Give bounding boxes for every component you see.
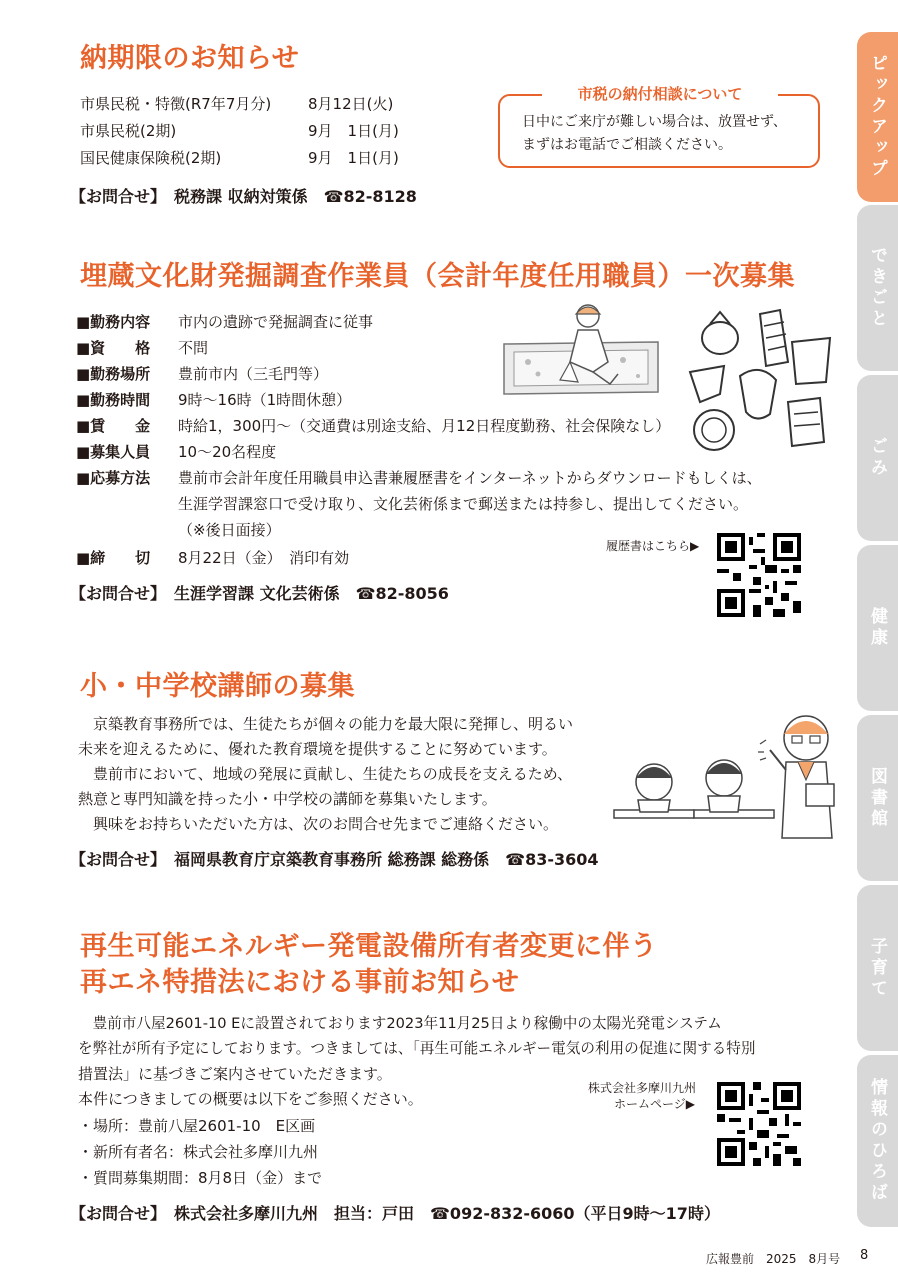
list-item: ・質問募集期間：8月8日（金）まで [78,1169,323,1187]
body-text: を弊社が所有予定にしております。つきましては、「再生可能エネルギー電気の利用の促進に関する特別 [78,1040,756,1057]
excavation-illustration [498,302,668,398]
section-title-excavation: 埋蔵文化財発掘調査作業員（会計年度任用職員）一次募集 [80,260,795,294]
tab-events[interactable]: できごと [857,205,898,371]
tax-name: 国民健康保険税(2期) [80,149,222,167]
tab-childcare[interactable]: 子育て [857,885,898,1051]
item-value: 市内の遺跡で発掘調査に従事 [178,313,374,331]
tax-date: 8月12日(火) [308,95,394,113]
tax-date: 9月 1日(月) [308,122,399,140]
item-value: 不問 [178,339,209,357]
consult-text: 日中にご来庁が難しい場合は、放置せず、 [522,114,787,130]
body-text: 未来を迎えるために、優れた教育環境を提供することに努めています。 [78,740,557,758]
body-text: 熱意と専門知識を持った小・中学校の講師を募集いたします。 [78,790,497,808]
tax-name: 市県民税(2期) [80,122,177,140]
item-value: 8月22日（金） 消印有効 [178,549,350,567]
contact-culture: 【お問合せ】 生涯学習課 文化芸術係 ☎82-8056 [70,584,449,603]
item-label: ■賃 金 [76,417,151,435]
item-value: 生涯学習課窓口で受け取り、文化芸術係まで郵送または持参し、提出してください。 [178,495,749,513]
tab-library[interactable]: 図書館 [857,715,898,881]
item-value: 9時～16時（1時間休憩） [178,391,352,409]
item-value: 豊前市会計年度任用職員申込書兼履歴書をインターネットからダウンロードもしくは、 [178,469,762,487]
qr-label-resume: 履歴書はこちら▶ [606,539,700,553]
body-text: 本件につきましての概要は以下をご参照ください。 [78,1090,423,1108]
qr-code-resume[interactable] [717,533,801,617]
qr-label-homepage: ホームページ▶ [614,1097,695,1111]
body-text: 京築教育事務所では、生徒たちが個々の能力を最大限に発揮し、明るい [78,715,574,733]
classroom-illustration [610,700,850,840]
artifacts-illustration [680,302,840,462]
body-text: 豊前市八屋2601-10 Eに設置されております2023年11月25日より稼働中の太陽光発電システム [78,1015,722,1032]
issue-label: 広報豊前 2025 8月号 [706,1252,841,1266]
section-title-renewable: 再生可能エネルギー発電設備所有者変更に伴う [80,930,658,964]
contact-tax: 【お問合せ】 税務課 収納対策係 ☎82-8128 [70,187,417,206]
list-item: ・場所：豊前八屋2601-10 E区画 [78,1117,316,1135]
contact-education-office: 【お問合せ】 福岡県教育庁京築教育事務所 総務課 総務係 ☎83-3604 [70,850,599,869]
tab-health[interactable]: 健康 [857,545,898,711]
tab-pickup[interactable]: ピックアップ [857,32,898,202]
tax-date: 9月 1日(月) [308,149,399,167]
consult-text: まずはお電話でご相談ください。 [522,137,732,153]
section-title-deadlines: 納期限のお知らせ [80,42,299,76]
tax-name: 市県民税・特徴(R7年7月分) [80,95,272,113]
list-item: ・新所有者名：株式会社多摩川九州 [78,1143,319,1161]
item-label: ■資 格 [76,339,151,357]
tab-garbage[interactable]: ごみ [857,375,898,541]
tab-info[interactable]: 情報のひろば [857,1055,898,1227]
item-label: ■応募方法 [76,469,151,487]
body-text: 措置法」に基づきご案内させていただきます。 [78,1065,392,1083]
body-text: 豊前市において、地域の発展に貢献し、生徒たちの成長を支えるため、 [78,765,573,783]
item-value: （※後日面接） [178,521,281,539]
item-label: ■勤務内容 [76,313,151,331]
item-label: ■締 切 [76,549,151,567]
body-text: 興味をお持ちいただいた方は、次のお問合せ先までご連絡ください。 [78,815,559,833]
item-value: 豊前市内（三毛門等） [178,365,329,383]
section-title-teachers: 小・中学校講師の募集 [80,670,355,704]
contact-company: 【お問合せ】 株式会社多摩川九州 担当：戸田 ☎092-832-6060（平日9時～17時） [70,1204,720,1223]
qr-code-company[interactable] [717,1082,801,1166]
item-label: ■勤務場所 [76,365,151,383]
consult-box-title: 市税の納付相談について [542,84,778,104]
item-label: ■勤務時間 [76,391,151,409]
item-label: ■募集人員 [76,443,151,461]
section-subtitle-renewable: 再エネ特措法における事前お知らせ [80,967,520,998]
item-value: 時給1，300円～（交通費は別途支給、月12日程度勤務、社会保険なし） [178,417,671,435]
qr-label-company: 株式会社多摩川九州 [588,1081,697,1095]
item-value: 10～20名程度 [178,443,277,461]
page-number: 8 [860,1248,869,1263]
